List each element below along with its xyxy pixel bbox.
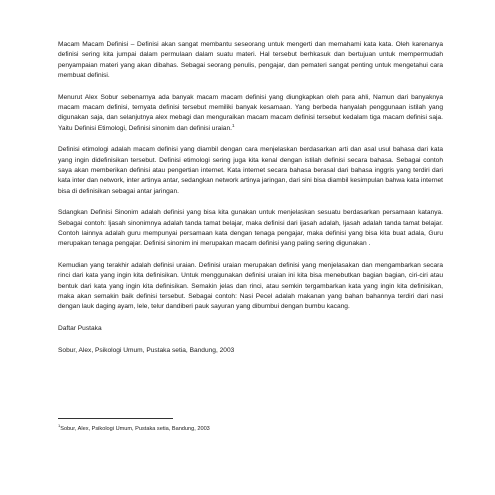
bibliography-heading [58, 324, 443, 334]
bibliography-entry [58, 346, 443, 356]
paragraph-uraian [58, 261, 443, 312]
paragraph-etimologi-text: Definisi etimologi adalah macam definisi yang diambil dengan cara menjelaskan berdasarkan arti dan asal usul bahasa dari kata yang ingin didefinisikan tersebut. Definisi etimologi sering juga kita kenal dengan istilah definisi secara bahasa. Sebagai contoh saya akan memberikan definisi atau pengertian internet. Kata internet secara bahasa berasal dari bahasa inggris yang terdiri dari kata inter dan network, inter artinya antar, sedangkan network artinya jaringan, dari sini bisa diambil kesimpulan bahwa kata internet bisa di definisikan sebagai antar jaringan. [58, 146, 443, 195]
footnote-divider [58, 418, 173, 419]
paragraph-alex-sobur-text: Menurut Alex Sobur sebenarnya ada banyak macam macam definisi yang diungkapkan oleh para ahli, Namun dari banyaknya macam macam definisi, ternyata definisi tersebut memiliki banyak kesamaan. Yang berbeda hanyalah penggunaan istilah yang digunakan saja, dan selanjutnya alex mebagi dan menguraikan macam macam definisi tersebut kedalam tiga macam definisi saja. Yaitu Definisi Etimologi, Definisi sinonim dan definisi uraian. [58, 93, 443, 132]
footnote-marker: 1 [58, 423, 61, 429]
paragraph-sinonim-text: Sdangkan Definisi Sinonim adalah definisi yang bisa kita gunakan untuk menjelaskan sesuatu berdasarkan persamaan katanya. Sebagai contoh: Ijasah sinonimnya adalah tanda tamat belajar, maka definisi dari ijasah adalah, Ijasah adalah tanda tamat belajar. Contoh lainnya adalah guru mempunyai persamaan kata dengan tenaga pengajar, maka definisi yang bisa kita buat adala, Guru merupakan tenaga pengajar. Definisi sinonim ini merupakan macam definisi yang paling sering digunakan . [58, 209, 443, 248]
paragraph-sinonim [58, 208, 443, 249]
paragraph-alex-sobur [58, 93, 443, 134]
paragraph-intro-text: Macam Macam Definisi – Definisi akan sangat membantu seseorang untuk mengerti dan memahami kata kata. Oleh karenanya definisi sering kita jumpai dalam permulaan dalam suatu materi. Hal tersebut berhkasuk dan bertujuan untuk mempermudah penyampaian materi yang akan dibahas. Sebagai seorang penulis, pengajar, dan pemateri sangat penting untuk mengetahui cara membuat definisi. [58, 41, 443, 79]
paragraph-uraian-text: Kemudian yang terakhir adalah definisi uraian. Definisi uraian merupakan definisi yang menjelasakan dan mengambarkan secara rinci dari kata yang ingin kita definisikan. Untuk menggunakan definisi uraian ini kita bisa menebutkan bagian bagian, ciri-ciri atau bentuk dari kata yang ingin kita definisikan. Semakin jelas dan rinci, atau semkin tergambarkan kata yang ingin kita definisikan, maka akan semakin baik definisi tersebut. Sebagai contoh: Nasi Pecel adalah makanan yang bahan bahannya terdiri dari nasi dengan lauk daging ayam, lele, telur dandiberi pauk sayuran yang dibumbui dengan bumbu kacang. [58, 262, 443, 311]
paragraph-etimologi [58, 145, 443, 196]
footnote-text: Sobur, Alex, Psikologi Umum, Pustaka setia, Bandung, 2003 [60, 426, 210, 432]
footnote-area [58, 418, 443, 433]
bibliography-heading-text: Daftar Pustaka [58, 325, 102, 333]
footnote-reference[interactable]: 1 [231, 122, 235, 128]
footnote [58, 425, 443, 433]
paragraph-intro [58, 40, 443, 81]
bibliography-entry-text: Sobur, Alex, Psikologi Umum, Pustaka setia, Bandung, 2003 [58, 346, 235, 354]
